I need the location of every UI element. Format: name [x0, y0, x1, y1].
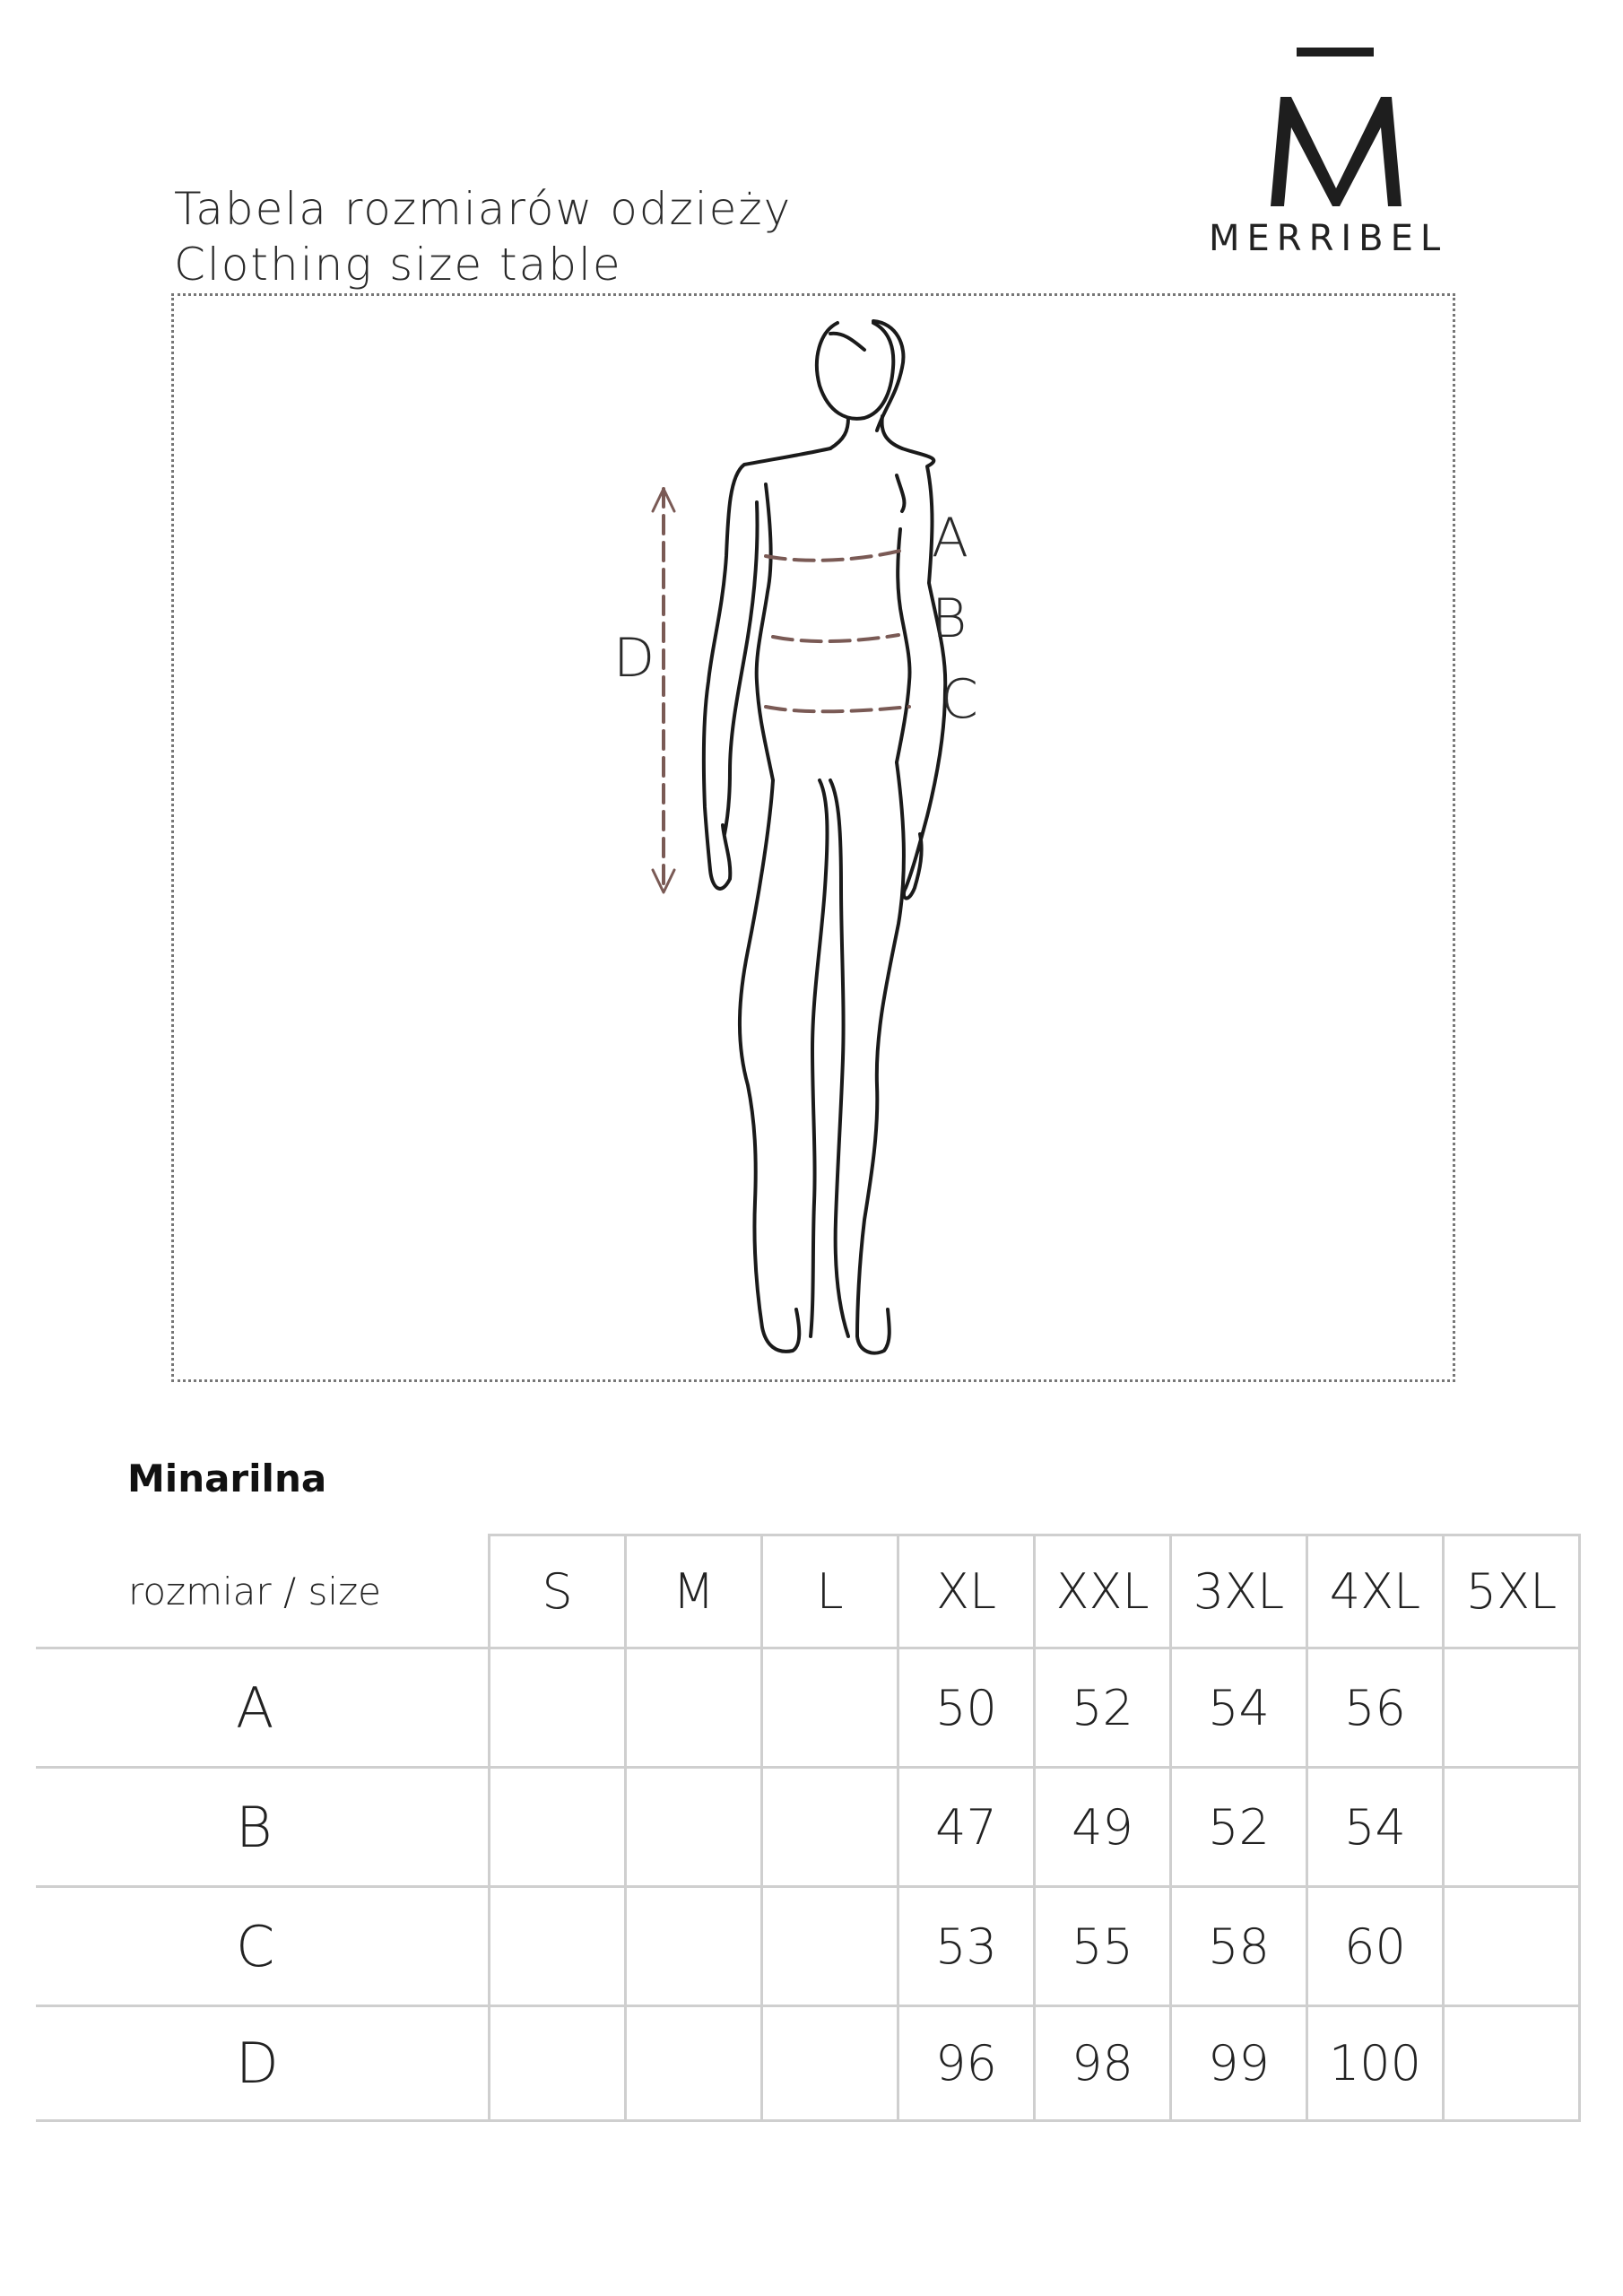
figure-panel: [171, 293, 1455, 1382]
page-title-polish: Tabela rozmiarów odzieży: [174, 183, 793, 235]
table-cell: 47: [898, 1768, 1035, 1887]
row-label: C: [38, 1887, 490, 2006]
table-cell: [626, 2006, 762, 2121]
table-cell: 52: [1035, 1648, 1171, 1768]
row-label: B: [38, 1768, 490, 1887]
table-cell: [490, 1648, 626, 1768]
measure-label-d: D: [613, 627, 655, 690]
table-cell: 100: [1307, 2006, 1444, 2121]
table-cell: 99: [1171, 2006, 1307, 2121]
size-table: [36, 1534, 1581, 2122]
row-label: D: [38, 2006, 490, 2121]
table-cell: [1444, 1768, 1580, 1887]
size-header-cell: L: [762, 1535, 898, 1648]
size-header-cell: 3XL: [1171, 1535, 1307, 1648]
size-header-label: rozmiar / size: [38, 1535, 490, 1648]
size-header-cell: XXL: [1035, 1535, 1171, 1648]
table-cell: [1444, 1648, 1580, 1768]
table-cell: 53: [898, 1887, 1035, 2006]
body-silhouette-illustration: [174, 296, 1458, 1385]
table-cell: 56: [1307, 1648, 1444, 1768]
table-cell: [490, 1768, 626, 1887]
table-cell: 60: [1307, 1887, 1444, 2006]
product-name: Minarilna: [127, 1457, 327, 1500]
table-cell: 50: [898, 1648, 1035, 1768]
table-cell: [626, 1887, 762, 2006]
size-header-row: [38, 1535, 1580, 1648]
table-cell: [490, 1887, 626, 2006]
size-header-cell: M: [626, 1535, 762, 1648]
table-cell: 54: [1307, 1768, 1444, 1887]
table-cell: 55: [1035, 1887, 1171, 2006]
table-cell: 49: [1035, 1768, 1171, 1887]
table-row: [38, 1768, 1580, 1887]
size-header-cell: S: [490, 1535, 626, 1648]
measure-label-b: B: [932, 587, 968, 650]
brand-name: MERRIBEL: [1209, 218, 1448, 259]
table-cell: [1444, 1887, 1580, 2006]
size-header-cell: 4XL: [1307, 1535, 1444, 1648]
size-header-cell: XL: [898, 1535, 1035, 1648]
table-cell: 58: [1171, 1887, 1307, 2006]
table-cell: [762, 1648, 898, 1768]
table-cell: [1444, 2006, 1580, 2121]
table-cell: 96: [898, 2006, 1035, 2121]
table-row: [38, 1887, 1580, 2006]
table-row: [38, 2006, 1580, 2121]
table-cell: [762, 2006, 898, 2121]
table-cell: 98: [1035, 2006, 1171, 2121]
table-cell: 54: [1171, 1648, 1307, 1768]
table-cell: [626, 1648, 762, 1768]
table-cell: [626, 1768, 762, 1887]
table-cell: [762, 1887, 898, 2006]
measure-label-c: C: [941, 668, 978, 731]
row-label: A: [38, 1648, 490, 1768]
table-cell: 52: [1171, 1768, 1307, 1887]
table-cell: [762, 1768, 898, 1887]
measure-label-a: A: [932, 507, 969, 570]
table-cell: [490, 2006, 626, 2121]
size-header-cell: 5XL: [1444, 1535, 1580, 1648]
table-row: [38, 1648, 1580, 1768]
page-title-english: Clothing size table: [174, 239, 622, 291]
